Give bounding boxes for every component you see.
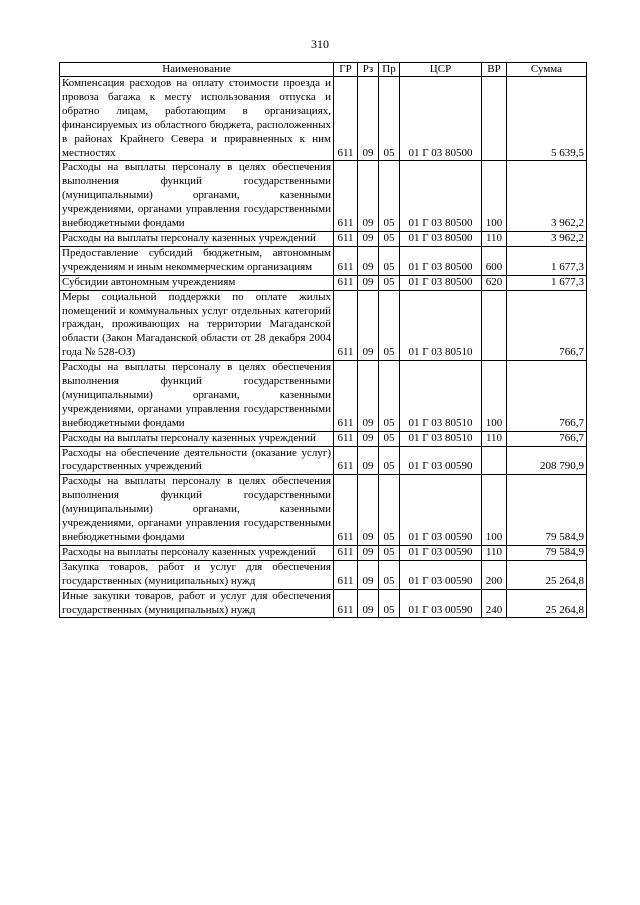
cell-csr: 01 Г 03 80500 [400,161,482,232]
col-header-csr: ЦСР [400,63,482,77]
cell-name: Расходы на обеспечение деятельности (оказание услуг) государственных учреждений [60,446,334,475]
cell-pr: 05 [379,361,400,432]
table-row [60,275,587,290]
cell-gr: 611 [334,77,358,161]
table-row [60,560,587,589]
table-header-row [60,63,587,77]
col-header-sum: Сумма [507,63,587,77]
cell-vr: 100 [482,361,507,432]
cell-rz: 09 [358,431,379,446]
col-header-pr: Пр [379,63,400,77]
cell-sum: 3 962,2 [507,161,587,232]
cell-rz: 09 [358,161,379,232]
cell-vr: 200 [482,560,507,589]
cell-sum: 766,7 [507,431,587,446]
cell-sum: 5 639,5 [507,77,587,161]
cell-rz: 09 [358,545,379,560]
cell-vr: 110 [482,545,507,560]
cell-rz: 09 [358,361,379,432]
cell-name: Расходы на выплаты персоналу казенных учреждений [60,545,334,560]
col-header-name: Наименование [60,63,334,77]
cell-sum: 766,7 [507,290,587,361]
table-row [60,431,587,446]
cell-csr: 01 Г 03 00590 [400,545,482,560]
cell-sum: 25 264,8 [507,589,587,618]
cell-rz: 09 [358,275,379,290]
cell-csr: 01 Г 03 00590 [400,475,482,546]
cell-pr: 05 [379,446,400,475]
cell-vr [482,77,507,161]
cell-vr: 110 [482,431,507,446]
cell-csr: 01 Г 03 80500 [400,231,482,246]
cell-vr: 100 [482,475,507,546]
cell-gr: 611 [334,275,358,290]
cell-name: Компенсация расходов на оплату стоимости проезда и провоза багажа к месту использования отпуска и обратно лицам, работающим в организациях, финансируемых из областного бюджета, расположенных в районах Крайнего Севера и приравненных к ним местностях [60,77,334,161]
cell-name: Иные закупки товаров, работ и услуг для обеспечения государственных (муниципальных) нужд [60,589,334,618]
cell-name: Расходы на выплаты персоналу казенных учреждений [60,431,334,446]
cell-name: Закупка товаров, работ и услуг для обеспечения государственных (муниципальных) нужд [60,560,334,589]
table-row [60,77,587,161]
cell-gr: 611 [334,431,358,446]
cell-gr: 611 [334,361,358,432]
cell-vr: 600 [482,246,507,275]
cell-csr: 01 Г 03 80500 [400,77,482,161]
table-row [60,246,587,275]
cell-name: Расходы на выплаты персоналу в целях обеспечения выполнения функций государственными (муниципальными) органами, казенными учреждениями, органами управления государственными внебюджетными фондами [60,161,334,232]
cell-rz: 09 [358,231,379,246]
cell-name: Расходы на выплаты персоналу в целях обеспечения выполнения функций государственными (муниципальными) органами, казенными учреждениями, органами управления государственными внебюджетными фондами [60,361,334,432]
page-number: 310 [311,37,329,51]
cell-sum: 208 790,9 [507,446,587,475]
cell-pr: 05 [379,161,400,232]
cell-gr: 611 [334,446,358,475]
cell-pr: 05 [379,475,400,546]
cell-pr: 05 [379,231,400,246]
cell-vr [482,446,507,475]
cell-csr: 01 Г 03 80500 [400,246,482,275]
cell-vr: 620 [482,275,507,290]
cell-csr: 01 Г 03 00590 [400,589,482,618]
cell-gr: 611 [334,475,358,546]
cell-gr: 611 [334,290,358,361]
cell-rz: 09 [358,560,379,589]
cell-pr: 05 [379,545,400,560]
cell-pr: 05 [379,560,400,589]
cell-sum: 79 584,9 [507,475,587,546]
table-row [60,446,587,475]
cell-rz: 09 [358,589,379,618]
cell-sum: 766,7 [507,361,587,432]
cell-rz: 09 [358,246,379,275]
cell-name: Меры социальной поддержки по оплате жилых помещений и коммунальных услуг отдельных категорий граждан, проживающих на территории Магаданской области (Закон Магаданской области от 28 декабря 2004 года № 528-ОЗ) [60,290,334,361]
cell-csr: 01 Г 03 80510 [400,361,482,432]
table-row [60,290,587,361]
cell-pr: 05 [379,431,400,446]
cell-gr: 611 [334,589,358,618]
cell-name: Субсидии автономным учреждениям [60,275,334,290]
cell-csr: 01 Г 03 80510 [400,431,482,446]
col-header-gr: ГР [334,63,358,77]
cell-name: Расходы на выплаты персоналу в целях обеспечения выполнения функций государственными (муниципальными) органами, казенными учреждениями, органами управления государственными внебюджетными фондами [60,475,334,546]
cell-gr: 611 [334,246,358,275]
cell-sum: 3 962,2 [507,231,587,246]
cell-sum: 25 264,8 [507,560,587,589]
cell-sum: 79 584,9 [507,545,587,560]
table-row [60,361,587,432]
cell-gr: 611 [334,231,358,246]
cell-gr: 611 [334,545,358,560]
table-row [60,161,587,232]
table-row [60,231,587,246]
cell-pr: 05 [379,589,400,618]
cell-vr: 100 [482,161,507,232]
col-header-rz: Рз [358,63,379,77]
table-body [60,77,587,618]
cell-csr: 01 Г 03 00590 [400,560,482,589]
cell-name: Предоставление субсидий бюджетным, автономным учреждениям и иным некоммерческим организациям [60,246,334,275]
cell-csr: 01 Г 03 00590 [400,446,482,475]
cell-rz: 09 [358,290,379,361]
cell-sum: 1 677,3 [507,275,587,290]
cell-rz: 09 [358,77,379,161]
cell-csr: 01 Г 03 80510 [400,290,482,361]
cell-pr: 05 [379,290,400,361]
col-header-vr: ВР [482,63,507,77]
cell-name: Расходы на выплаты персоналу казенных учреждений [60,231,334,246]
cell-vr: 240 [482,589,507,618]
cell-pr: 05 [379,246,400,275]
table-row [60,475,587,546]
cell-vr: 110 [482,231,507,246]
cell-rz: 09 [358,475,379,546]
table-row [60,589,587,618]
budget-table [59,62,587,618]
cell-gr: 611 [334,560,358,589]
cell-sum: 1 677,3 [507,246,587,275]
cell-pr: 05 [379,77,400,161]
cell-vr [482,290,507,361]
cell-gr: 611 [334,161,358,232]
cell-csr: 01 Г 03 80500 [400,275,482,290]
cell-rz: 09 [358,446,379,475]
table-row [60,545,587,560]
cell-pr: 05 [379,275,400,290]
